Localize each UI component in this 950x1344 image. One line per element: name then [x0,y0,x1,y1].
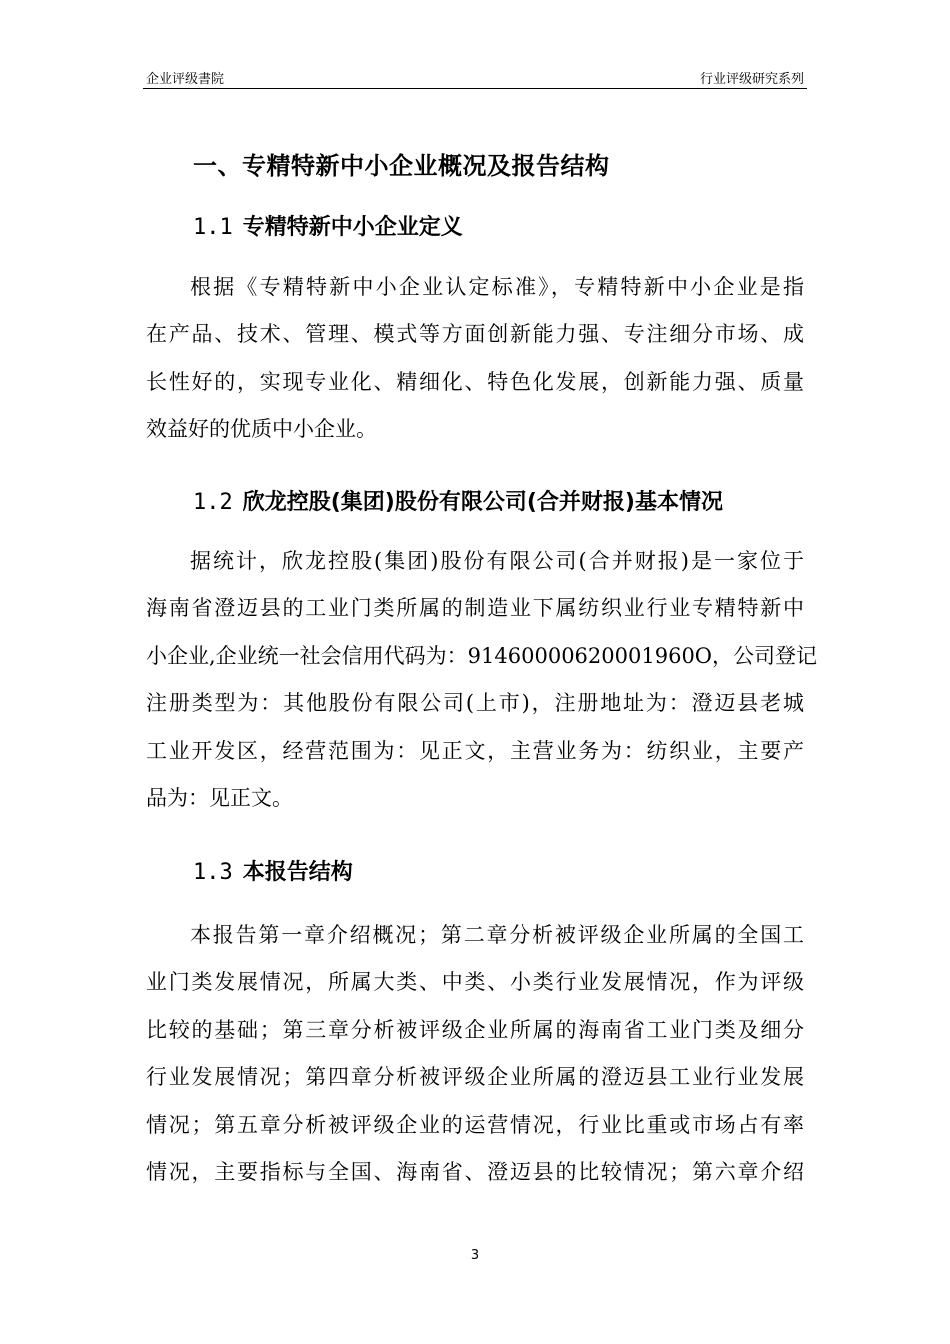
paragraph-line: 在产品、技术、管理、模式等方面创新能力强、专注细分市场、成 [146,322,804,347]
subsection-title: 本报告结构 [242,860,353,885]
subsection-title: 专精特新中小企业定义 [242,215,463,240]
paragraph-line: 工业开发区，经营范围为：见正文，主营业务为：纺织业，主要产 [146,738,804,763]
paragraph-line: 行业发展情况；第四章分析被评级企业所属的澄迈县工业行业发展 [146,1065,804,1090]
paragraph-line: 海南省澄迈县的工业门类所属的制造业下属纺织业行业专精特新中 [146,596,804,621]
paragraph-report-structure [146,912,804,1196]
paragraph-company-info [146,538,818,822]
paragraph-line: 品为：见正文。 [146,785,293,810]
subsection-heading-1-1 [193,210,463,241]
header-left-text: 企业评级書院 [146,72,225,87]
paragraph-line: 比较的基础；第三章分析被评级企业所属的海南省工业门类及细分 [146,1017,804,1042]
paragraph-line: 小企业,企业统一社会信用代码为：91460000620001960O，公司登记 [146,643,818,668]
paragraph-line: 注册类型为：其他股份有限公司(上市)，注册地址为：澄迈县老城 [146,691,804,716]
subsection-heading-1-2 [193,485,723,516]
paragraph-line: 长性好的，实现专业化、精细化、特色化发展，创新能力强、质量 [146,369,804,394]
paragraph-line: 根据《专精特新中小企业认定标准》，专精特新中小企业是指 [190,275,804,299]
paragraph-definition [146,264,804,454]
paragraph-line: 本报告第一章介绍概况；第二章分析被评级企业所属的全国工 [190,923,804,947]
paragraph-line: 情况，主要指标与全国、海南省、澄迈县的比较情况；第六章介绍 [146,1159,804,1184]
header-divider [143,88,807,89]
subsection-number: 1.2 [193,490,233,515]
paragraph-line: 业门类发展情况，所属大类、中类、小类行业发展情况，作为评级 [146,970,804,995]
paragraph-line: 情况；第五章分析被评级企业的运营情况，行业比重或市场占有率 [146,1112,804,1137]
subsection-number: 1.3 [193,860,233,885]
section-title: 一、专精特新中小企业概况及报告结构 [193,152,610,180]
subsection-number: 1.1 [193,215,233,240]
header-right-text: 行业评级研究系列 [699,72,804,87]
paragraph-line: 效益好的优质中小企业。 [146,417,377,442]
subsection-heading-1-3 [193,855,353,886]
subsection-title: 欣龙控股(集团)股份有限公司(合并财报)基本情况 [242,490,723,515]
paragraph-line: 据统计，欣龙控股(集团)股份有限公司(合并财报)是一家位于 [190,549,804,573]
page-number: 3 [470,1248,480,1263]
